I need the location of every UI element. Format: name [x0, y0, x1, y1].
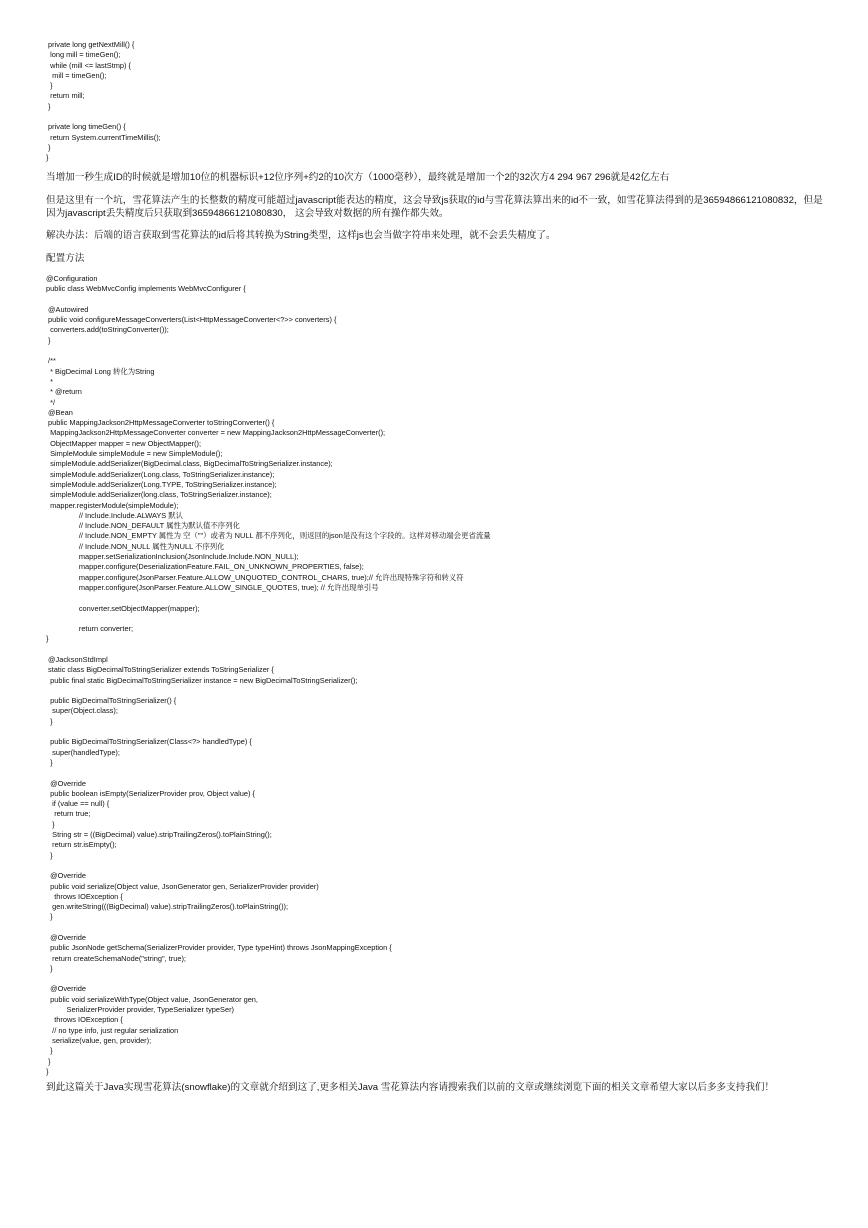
code-line: public void serialize(Object value, JsonGenerator gen, SerializerProvider provider) — [46, 881, 319, 891]
code-line: while (mill <= lastStmp) { — [46, 60, 132, 70]
code-line — [46, 686, 491, 696]
code-line: * — [46, 376, 53, 386]
code-line: @Override — [46, 984, 86, 994]
code-line: @Bean — [46, 407, 73, 417]
code-line: } — [46, 819, 55, 829]
code-line: return System.currentTimeMillis(); — [46, 132, 161, 142]
code-line: serialize(value, gen, provider); — [46, 1035, 152, 1045]
code-line: converter.setObjectMapper(mapper); — [46, 603, 200, 613]
code-line — [46, 346, 491, 356]
code-line: public boolean isEmpty(SerializerProvider prov, Object value) { — [46, 788, 255, 798]
code-line: simpleModule.addSerializer(Long.TYPE, ToStringSerializer.instance); — [46, 479, 277, 489]
code-line — [46, 768, 491, 778]
code-line: simpleModule.addSerializer(BigDecimal.class, BigDecimalToStringSerializer.instance); — [46, 459, 333, 469]
code-line: return converter; — [46, 624, 134, 634]
paragraph-closing: 到此这篇关于Java实现雪花算法(snowflake)的文章就介绍到这了,更多相关Java 雪花算法内容请搜索我们以前的文章或继续浏览下面的相关文章希望大家以后多多支持我们！ — [46, 1082, 775, 1093]
paragraph-javascript-precision-issue: 但是这里有一个坑，雪花算法产生的长整数的精度可能超过javascript能表达的精度，这会导致js获取的id与雪花算法算出来的id不一致，如雪花算法得到的是36594866121080832，但是因为javascript丢失精度后只获取到36594866121080830， 这会导致对数据的所有操作都失效。 — [46, 195, 823, 219]
code-line: super(Object.class); — [46, 706, 118, 716]
code-line — [46, 645, 491, 655]
code-line: MappingJackson2HttpMessageConverter converter = new MappingJackson2HttpMessageConverter(); — [46, 428, 386, 438]
paragraph-config-heading: 配置方法 — [46, 253, 85, 264]
code-line: * BigDecimal Long 转化为String — [46, 366, 155, 376]
code-line: mapper.configure(JsonParser.Feature.ALLOW_UNQUOTED_CONTROL_CHARS, true);// 允许出现特殊字符和转义符 — [46, 572, 464, 582]
code-line: return str.isEmpty(); — [46, 840, 117, 850]
code-line: return createSchemaNode("string", true); — [46, 953, 186, 963]
code-line: if (value == null) { — [46, 799, 110, 809]
code-line: long mill = timeGen(); — [46, 50, 121, 60]
code-block-web-mvc-config — [46, 274, 491, 1077]
code-line: // Include.NON_EMPTY 属性为 空（""）或者为 NULL 都不序列化，则返回的json是没有这个字段的。这样对移动端会更省流量 — [46, 531, 491, 541]
code-line: // no type info, just regular serialization — [46, 1025, 179, 1035]
code-line: throws IOException { — [46, 891, 123, 901]
code-line: public void configureMessageConverters(List<HttpMessageConverter<?>> converters) { — [46, 315, 337, 325]
code-line: simpleModule.addSerializer(Long.class, ToStringSerializer.instance); — [46, 469, 275, 479]
code-line: } — [46, 757, 53, 767]
code-line: } — [46, 153, 49, 163]
code-line: // Include.NON_NULL 属性为NULL 不序列化 — [46, 541, 225, 551]
code-line: mapper.setSerializationInclusion(JsonInclude.Include.NON_NULL); — [46, 552, 299, 562]
code-line — [46, 593, 491, 603]
code-line: } — [46, 1066, 49, 1076]
code-line: throws IOException { — [46, 1015, 123, 1025]
code-line: SimpleModule simpleModule = new SimpleModule(); — [46, 449, 223, 459]
code-line: mapper.registerModule(simpleModule); — [46, 500, 179, 510]
paragraph-solution: 解决办法：后端的语言获取到雪花算法的id后将其转换为String类型，这样js也会当做字符串来处理，就不会丢失精度了。 — [46, 230, 556, 241]
code-line: } — [46, 716, 53, 726]
code-line — [46, 974, 491, 984]
paragraph-id-bits-explanation: 当增加一秒生成ID的时候就是增加10位的机器标识+12位序列+约2的10次方（1000毫秒），最终就是增加一个2的32次方4 294 967 296就是42亿左右 — [46, 172, 670, 183]
code-line — [46, 112, 161, 122]
code-line: ObjectMapper mapper = new ObjectMapper(); — [46, 438, 202, 448]
code-line: } — [46, 335, 51, 345]
code-line: SerializerProvider provider, TypeSerializer typeSer) — [46, 1005, 234, 1015]
code-line: @Override — [46, 778, 86, 788]
code-line: return mill; — [46, 91, 85, 101]
code-line — [46, 727, 491, 737]
code-line: /** — [46, 356, 56, 366]
code-block-get-next-mill — [46, 40, 161, 164]
code-line: } — [46, 850, 53, 860]
code-line — [46, 614, 491, 624]
code-line: // Include.NON_DEFAULT 属性为默认值不序列化 — [46, 521, 240, 531]
code-line: @Override — [46, 933, 86, 942]
code-line: public class WebMvcConfig implements WebMvcConfigurer { — [46, 284, 246, 294]
code-line: return true; — [46, 809, 91, 819]
code-line: } — [46, 142, 51, 152]
code-line: * @return — [46, 387, 82, 397]
code-line: } — [46, 634, 49, 644]
code-line: mapper.configure(DeserializationFeature.FAIL_ON_UNKNOWN_PROPERTIES, false); — [46, 562, 364, 572]
code-line — [46, 295, 491, 305]
code-line — [46, 861, 491, 871]
code-line: public JsonNode getSchema(SerializerProvider provider, Type typeHint) throws JsonMappingException { — [46, 943, 392, 953]
code-line: converters.add(toStringConverter()); — [46, 325, 169, 335]
code-line — [46, 923, 491, 933]
code-line: } — [46, 1046, 53, 1056]
code-line: @Configuration — [46, 274, 98, 283]
code-line: private long getNextMill() { — [46, 40, 135, 49]
code-line: String str = ((BigDecimal) value).stripTrailingZeros().toPlainString(); — [46, 830, 272, 840]
code-line: } — [46, 101, 51, 111]
code-line: // Include.Include.ALWAYS 默认 — [46, 510, 184, 520]
code-line: mapper.configure(JsonParser.Feature.ALLOW_SINGLE_QUOTES, true); // 允许出现单引号 — [46, 582, 379, 592]
code-line: @Override — [46, 871, 86, 881]
code-line: public final static BigDecimalToStringSerializer instance = new BigDecimalToStringSerializer(); — [46, 675, 358, 685]
code-line: } — [46, 912, 53, 922]
code-line: } — [46, 963, 53, 973]
code-line: public BigDecimalToStringSerializer() { — [46, 696, 177, 706]
code-line: public void serializeWithType(Object value, JsonGenerator gen, — [46, 994, 258, 1004]
code-line: static class BigDecimalToStringSerializer extends ToStringSerializer { — [46, 665, 274, 675]
code-line: public MappingJackson2HttpMessageConverter toStringConverter() { — [46, 418, 275, 428]
code-line: } — [46, 81, 53, 91]
code-line: mill = timeGen(); — [46, 70, 107, 80]
code-line: */ — [46, 397, 56, 407]
code-line: gen.writeString(((BigDecimal) value).stripTrailingZeros().toPlainString()); — [46, 902, 289, 912]
code-line: @JacksonStdImpl — [46, 654, 108, 664]
code-line: private long timeGen() { — [46, 122, 126, 132]
code-line: } — [46, 1056, 51, 1066]
code-line: public BigDecimalToStringSerializer(Class<?> handledType) { — [46, 737, 252, 747]
code-line: @Autowired — [46, 304, 89, 314]
code-line: simpleModule.addSerializer(long.class, ToStringSerializer.instance); — [46, 490, 272, 500]
code-line: super(handledType); — [46, 747, 120, 757]
